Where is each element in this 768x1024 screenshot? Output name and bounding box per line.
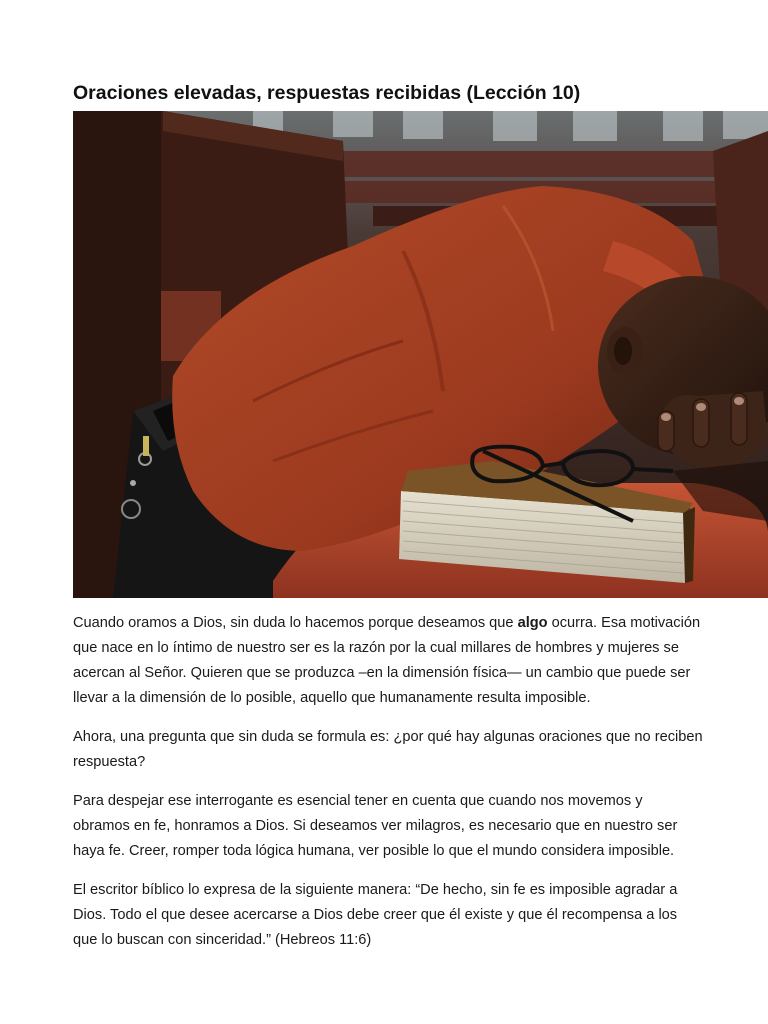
paragraph-3: Para despejar ese interrogante es esencial tener en cuenta que cuando nos movemos y obramos en fe, honramos a Dios. Si deseamos ver milagros, es necesario que en nuestro ser haya fe. Creer, romper toda lógica humana, ver posible lo que el mundo considera imposible. xyxy=(73,793,678,859)
paragraph-2: Ahora, una pregunta que sin duda se formula es: ¿por qué hay algunas oraciones que no reciben respuesta? xyxy=(73,729,703,770)
paragraph-1 xyxy=(73,611,703,711)
article xyxy=(73,80,768,967)
paragraph-1-text-end: ocurra. Esa motivación que nace en lo íntimo de nuestro ser es la razón por la cual millares de hombres y mujeres se acercan al Señor. Quieren que se produzca –en la dimensión física— un cambio que puede ser llevar a la dimensión de lo posible, aquello que humanamente resulta imposible. xyxy=(73,615,701,706)
paragraph-1-text-start: Cuando oramos a Dios, sin duda lo hacemos porque deseamos que xyxy=(73,615,518,631)
paragraph-4: El escritor bíblico lo expresa de la siguiente manera: “De hecho, sin fe es imposible agradar a Dios. Todo el que desee acercarse a Dios debe creer que él existe y que él recompensa a los que lo buscan con sinceridad.” (Hebreos 11:6) xyxy=(73,882,678,948)
hero-image xyxy=(73,111,768,598)
paragraph-1-bold-word: algo xyxy=(517,615,548,631)
article-title: Oraciones elevadas, respuestas recibidas (Lección 10) xyxy=(73,82,581,104)
